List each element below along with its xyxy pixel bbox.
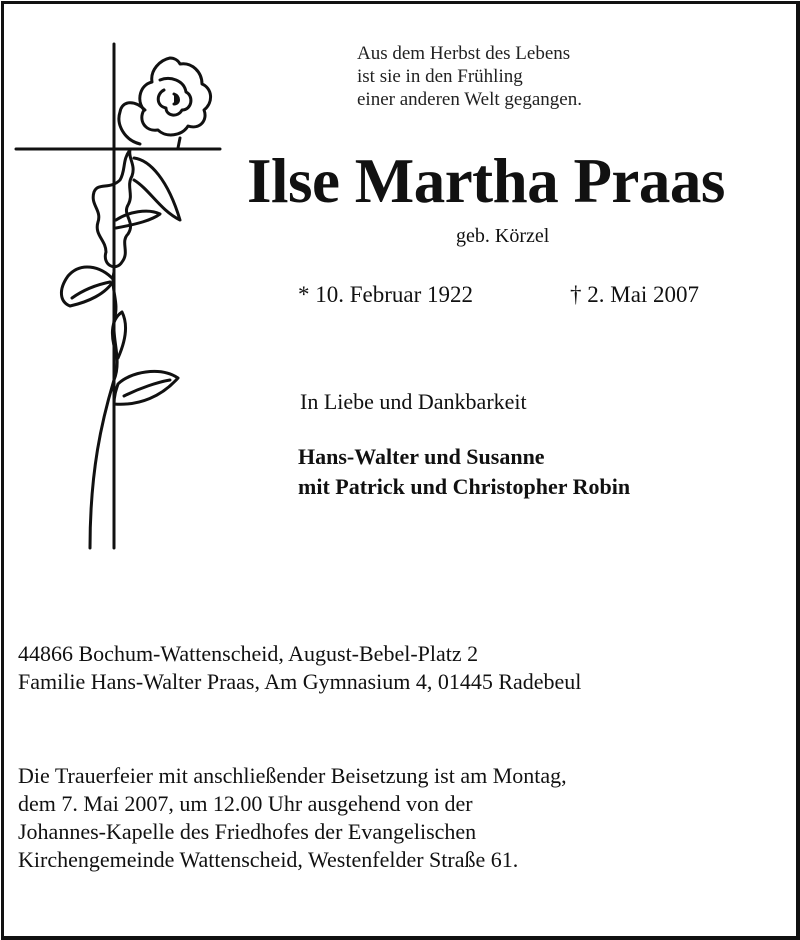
deceased-name: Ilse Martha Praas <box>247 146 725 216</box>
mourner-line: Hans-Walter und Susanne <box>298 444 545 469</box>
ceremony-line: Die Trauerfeier mit anschließender Beisetzung ist am Montag, <box>18 763 567 788</box>
ceremony-line: Johannes-Kapelle des Friedhofes der Evangelischen <box>18 819 477 844</box>
death-date: † 2. Mai 2007 <box>570 282 700 307</box>
ceremony-line: dem 7. Mai 2007, um 12.00 Uhr ausgehend von der <box>18 791 473 816</box>
quote-line: einer anderen Welt gegangen. <box>357 89 582 110</box>
cross-rose-icon <box>10 40 250 555</box>
quote-line: ist sie in den Frühling <box>357 66 523 87</box>
quote-line: Aus dem Herbst des Lebens <box>357 43 571 64</box>
ceremony-line: Kirchengemeinde Wattenscheid, Westenfelder Straße 61. <box>18 847 519 872</box>
rose-icon <box>61 58 210 548</box>
dedication: In Liebe und Dankbarkeit <box>300 389 527 414</box>
mourner-line: mit Patrick und Christopher Robin <box>298 474 631 499</box>
address-line: Familie Hans-Walter Praas, Am Gymnasium 4, 01445 Radebeul <box>18 669 582 694</box>
maiden-name: geb. Körzel <box>456 225 550 247</box>
birth-date: * 10. Februar 1922 <box>298 282 474 307</box>
address-line: 44866 Bochum-Wattenscheid, August-Bebel-Platz 2 <box>18 641 479 666</box>
